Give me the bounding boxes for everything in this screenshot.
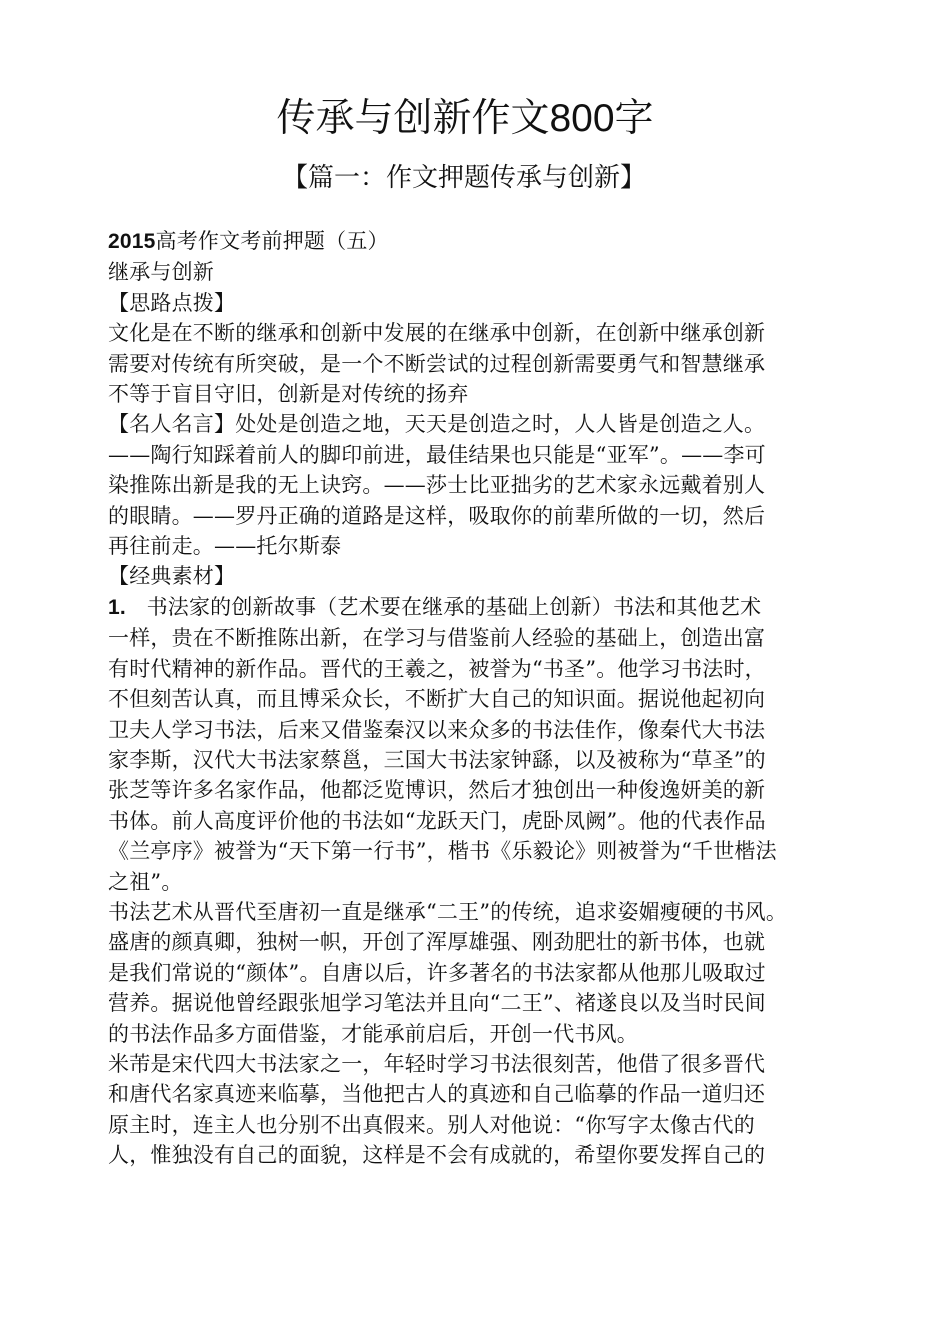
text-line: 原主时，连主人也分别不出真假来。别人对他说：“你写字太像古代的 [108,1112,755,1137]
exam-heading [108,226,843,257]
text-line: 书法艺术从晋代至唐初一直是继承“二王”的传统，追求姿媚瘦硬的书风。 [108,899,788,924]
text-line: 再往前走。——托尔斯泰 [108,534,342,559]
text-line: 营养。据说他曾经跟张旭学习笔法并且向“二王”、褚遂良以及当时民间 [108,991,766,1016]
text-line: 有时代精神的新作品。晋代的王羲之，被誉为“书圣”。他学习书法时， [108,656,766,681]
text-line: 不但刻苦认真，而且博采众长，不断扩大自己的知识面。据说他起初向 [108,687,766,712]
text-line: 需要对传统有所突破，是一个不断尝试的过程创新需要勇气和智慧继承 [108,351,766,376]
title-prefix: 传承与创新作文 [276,96,550,141]
text-line: 书体。前人高度评价他的书法如“龙跃天门，虎卧凤阙”。他的代表作品 [108,808,766,833]
item-number: 1. [108,595,126,619]
title-number: 800 [549,97,615,140]
text-line: 是我们常说的“颜体”。自唐以后，许多著名的书法家都从他那儿吸取过 [108,960,766,985]
section-subtitle: 【篇一：作文押题传承与创新】 [281,163,646,193]
text-line: 和唐代名家真迹来临摹，当他把古人的真迹和自己临摹的作品一道归还 [108,1082,766,1107]
text-line: 《兰亭序》被誉为“天下第一行书”，楷书《乐毅论》则被誉为“千世楷法 [108,839,777,864]
text-line: 继承与创新 [108,260,214,285]
text-line: 文化是在不断的继承和创新中发展的在继承中创新，在创新中继承创新 [108,321,766,346]
text-line: 不等于盲目守旧，创新是对传统的扬弃 [108,382,469,407]
item-1-first-line [108,592,843,623]
text-line: 张芝等许多名家作品，他都泛览博识，然后才独创出一种俊逸妍美的新 [108,778,766,803]
text-line: 的眼睛。——罗丹正确的道路是这样，吸取你的前辈所做的一切，然后 [108,503,766,528]
text-line: 的书法作品多方面借鉴，才能承前启后，开创一代书风。 [108,1021,638,1046]
item-1-text: 书法家的创新故事（艺术要在继承的基础上创新）书法和其他艺术 [146,594,762,619]
text-line: 【名人名言】处处是创造之地，天天是创造之时，人人皆是创造之人。 [108,412,766,437]
text-line: 卫夫人学习书法，后来又借鉴秦汉以来众多的书法佳作，像秦代大书法 [108,717,766,742]
text-line: 【经典素材】 [108,564,236,589]
text-line: 【思路点拨】 [108,290,236,315]
heading-year: 2015 [108,230,156,253]
text-line: 之祖”。 [108,869,183,894]
text-line: 家李斯，汉代大书法家蔡邕，三国大书法家钟繇，以及被称为“草圣”的 [108,747,766,772]
text-line: 米芾是宋代四大书法家之一，年轻时学习书法很刻苦，他借了很多晋代 [108,1051,766,1076]
page-title [0,92,930,146]
heading-text: 高考作文考前押题（五） [155,229,389,253]
title-suffix: 字 [614,96,654,141]
text-line: 一样，贵在不断推陈出新，在学习与借鉴前人经验的基础上，创造出富 [108,626,766,651]
document-body [108,226,843,1171]
text-line: 染推陈出新是我的无上诀窍。——莎士比亚拙劣的艺术家永远戴着别人 [108,473,766,498]
text-line: 人，惟独没有自己的面貌，这样是不会有成就的，希望你要发挥自己的 [108,1143,766,1168]
text-line: 盛唐的颜真卿，独树一帜，开创了浑厚雄强、刚劲肥壮的新书体，也就 [108,930,766,955]
text-line: ——陶行知踩着前人的脚印前进，最佳结果也只能是“亚军”。——李可 [108,442,766,467]
